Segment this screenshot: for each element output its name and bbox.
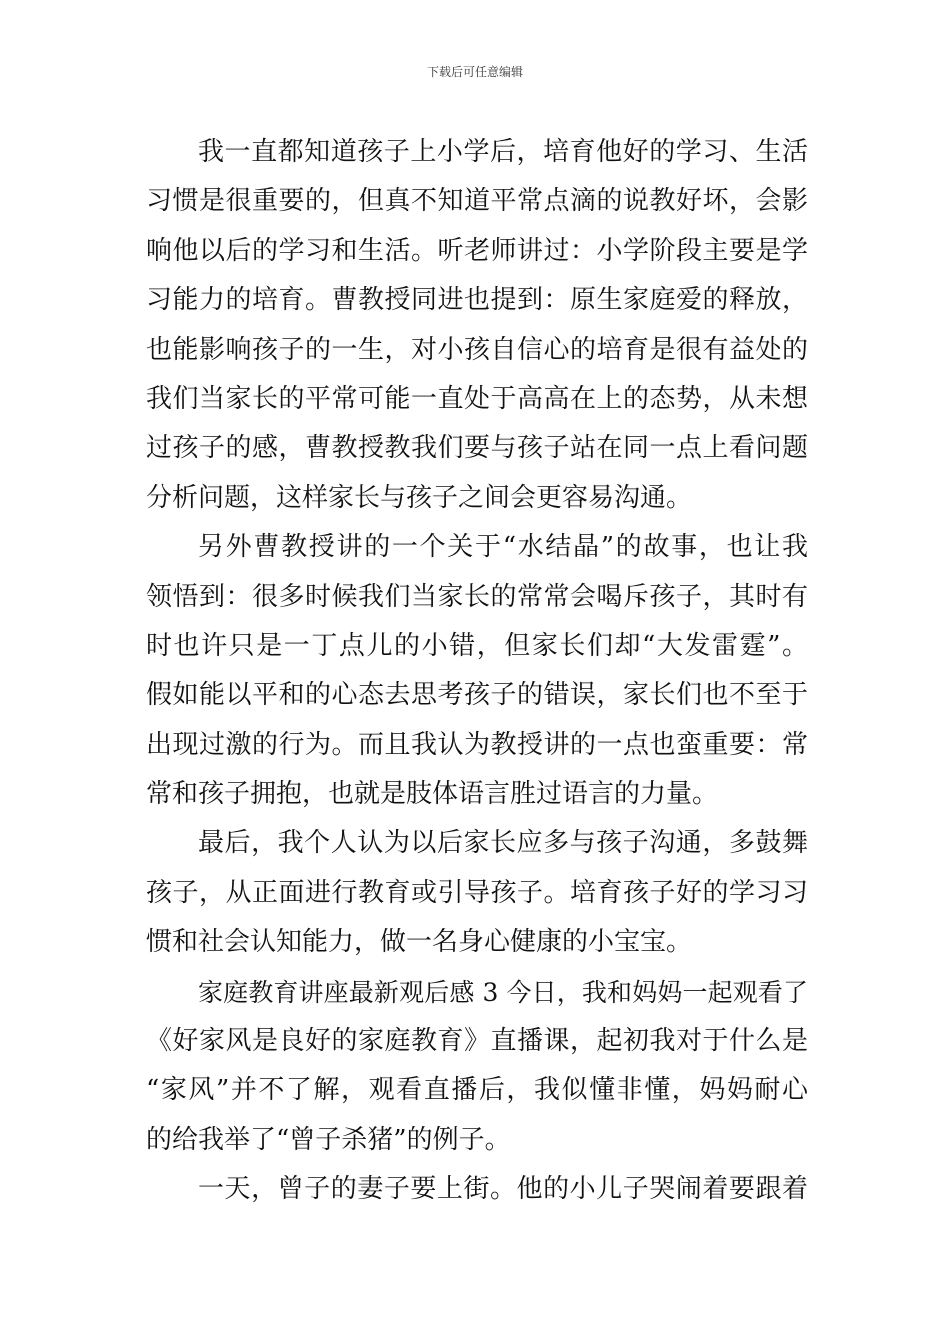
text-line: 习惯是很重要的，但真不知道平常点滴的说教好坏，会影 xyxy=(146,186,808,217)
text-line: “家风”并不了解，观看直播后，我似懂非懂，妈妈耐心 xyxy=(146,1075,808,1106)
text-line: 常和孩子拥抱，也就是肢体语言胜过语言的力量。 xyxy=(146,779,719,810)
text-line: 也能影响孩子的一生，对小孩自信心的培育是很有益处的 xyxy=(146,334,808,365)
text-line: 另外曹教授讲的一个关于“水结晶”的故事，也让我 xyxy=(198,532,808,563)
text-line: 时也许只是一丁点儿的小错，但家长们却“大发雷霆”。 xyxy=(146,630,808,661)
text-line: 响他以后的学习和生活。听老师讲过：小学阶段主要是学 xyxy=(146,235,808,266)
text-line: 惯和社会认知能力，做一名身心健康的小宝宝。 xyxy=(146,927,693,958)
document-body xyxy=(146,128,808,1215)
text-line: 出现过激的行为。而且我认为教授讲的一点也蛮重要：常 xyxy=(146,729,808,760)
text-line: 分析问题，这样家长与孩子之间会更容易沟通。 xyxy=(146,482,693,513)
text-line: 家庭教育讲座最新观后感 3 今日，我和妈妈一起观看了 xyxy=(198,977,808,1007)
text-line: 习能力的培育。曹教授同进也提到：原生家庭爱的释放， xyxy=(146,285,808,316)
text-line: 的给我举了“曾子杀猪”的例子。 xyxy=(146,1124,511,1155)
text-line: 孩子，从正面进行教育或引导孩子。培育孩子好的学习习 xyxy=(146,877,808,908)
page-header: 下载后可任意编辑 xyxy=(426,65,523,79)
text-line: 假如能以平和的心态去思考孩子的错误，家长们也不至于 xyxy=(146,680,808,711)
text-line: 最后，我个人认为以后家长应多与孩子沟通，多鼓舞 xyxy=(198,828,808,859)
text-line: 我一直都知道孩子上小学后，培育他好的学习、生活 xyxy=(198,137,808,167)
text-line: 一天，曾子的妻子要上街。他的小儿子哭闹着要跟着 xyxy=(198,1174,808,1205)
text-line: 《好家风是良好的家庭教育》直播课，起初我对于什么是 xyxy=(146,1026,808,1057)
text-line: 领悟到：很多时候我们当家长的常常会喝斥孩子，其时有 xyxy=(146,581,808,612)
text-line: 过孩子的感，曹教授教我们要与孩子站在同一点上看问题 xyxy=(146,433,808,464)
text-line: 我们当家长的平常可能一直处于高高在上的态势，从未想 xyxy=(146,383,808,414)
